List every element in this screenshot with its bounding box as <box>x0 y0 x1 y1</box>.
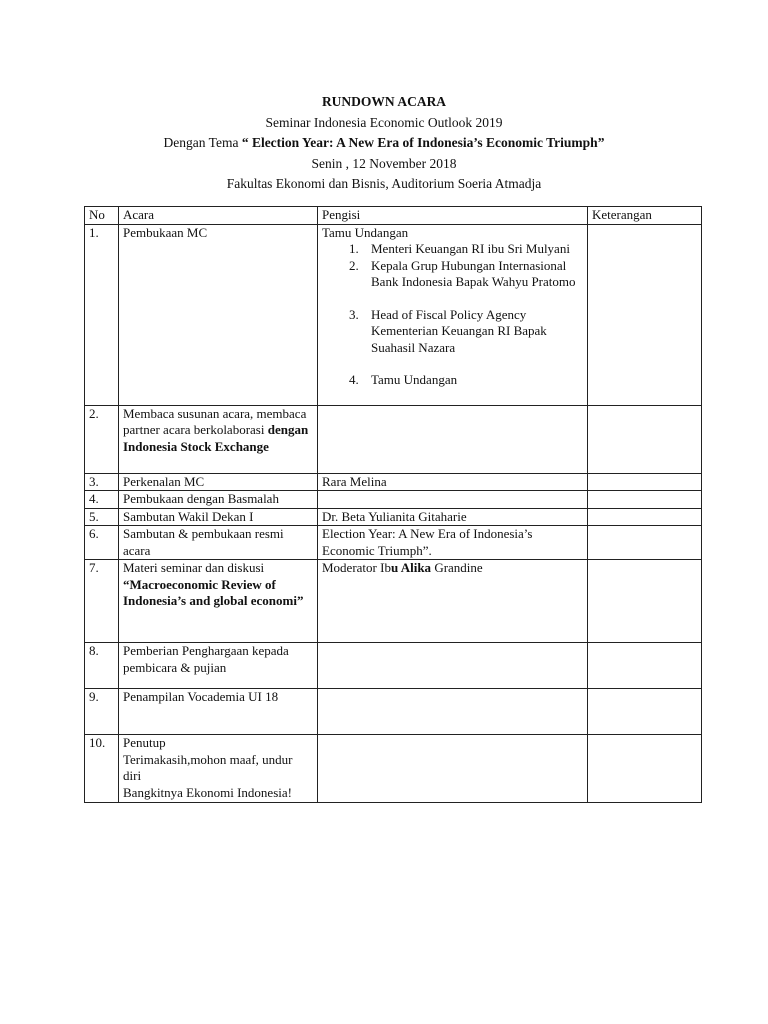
guest-list <box>322 241 583 389</box>
cell-no: 1. <box>85 224 119 405</box>
guest-list-label: Tamu Undangan <box>322 224 409 240</box>
seminar-venue: Fakultas Ekonomi dan Bisnis, Auditorium Soeria Atmadja <box>226 176 542 191</box>
cell-no: 5. <box>85 508 119 526</box>
cell-pengisi <box>318 405 588 473</box>
cell-no: 2. <box>85 405 119 473</box>
table-row <box>85 405 702 473</box>
header-pengisi: Pengisi <box>318 207 588 225</box>
cell-acara: Pemberian Penghargaan kepada pembicara & pujian <box>119 643 318 689</box>
cell-keterangan <box>588 735 702 803</box>
header-no: No <box>85 207 119 225</box>
cell-no: 4. <box>85 491 119 509</box>
list-item <box>349 372 583 389</box>
cell-acara: Perkenalan MC <box>119 473 318 491</box>
cell-keterangan <box>588 491 702 509</box>
cell-no: 9. <box>85 689 119 735</box>
list-item-number: 3. <box>349 306 359 322</box>
table-row <box>85 224 702 405</box>
list-item-number: 2. <box>349 257 359 273</box>
header-acara: Acara <box>119 207 318 225</box>
document-header <box>0 92 768 195</box>
cell-acara <box>119 405 318 473</box>
acara-text: Membaca susunan acara, membaca partner acara berkolaborasi <box>123 405 307 437</box>
table-row <box>85 735 702 803</box>
cell-pengisi <box>318 560 588 643</box>
acara-line: Terimakasih,mohon maaf, undur diri <box>123 751 293 783</box>
table-row <box>85 473 702 491</box>
cell-pengisi <box>318 689 588 735</box>
table-row <box>85 643 702 689</box>
list-item-text: Kepala Grup Hubungan Internasional Bank Indonesia Bapak Wahyu Pratomo <box>371 257 576 289</box>
cell-acara: Penampilan Vocademia UI 18 <box>119 689 318 735</box>
seminar-name: Seminar Indonesia Economic Outlook 2019 <box>265 114 503 130</box>
table-row <box>85 508 702 526</box>
cell-no: 10. <box>85 735 119 803</box>
list-item-text: Tamu Undangan <box>371 372 458 387</box>
cell-pengisi: Dr. Beta Yulianita Gitaharie <box>318 508 588 526</box>
cell-keterangan <box>588 689 702 735</box>
cell-acara: Pembukaan MC <box>119 224 318 405</box>
cell-pengisi <box>318 224 588 405</box>
table-row <box>85 526 702 560</box>
document-title: RUNDOWN ACARA <box>321 94 447 109</box>
table-row <box>85 689 702 735</box>
table-header-row <box>85 207 702 225</box>
cell-keterangan <box>588 405 702 473</box>
cell-pengisi: Rara Melina <box>318 473 588 491</box>
cell-pengisi: Election Year: A New Era of Indonesia’s Economic Triumph”. <box>318 526 588 560</box>
cell-pengisi <box>318 491 588 509</box>
cell-acara <box>119 560 318 643</box>
acara-line: Bangkitnya Ekonomi Indonesia! <box>123 784 292 800</box>
cell-pengisi <box>318 643 588 689</box>
list-item-text: Menteri Keuangan RI ibu Sri Mulyani <box>371 241 570 256</box>
moderator-name-bold: u Alika <box>390 560 432 575</box>
cell-no: 3. <box>85 473 119 491</box>
theme-prefix: Dengan Tema <box>163 135 242 150</box>
cell-keterangan <box>588 508 702 526</box>
table-row <box>85 491 702 509</box>
list-item <box>349 306 583 357</box>
cell-acara <box>119 735 318 803</box>
seminar-date: Senin , 12 November 2018 <box>311 155 457 171</box>
cell-keterangan <box>588 473 702 491</box>
cell-keterangan <box>588 560 702 643</box>
cell-acara: Sambutan & pembukaan resmi acara <box>119 526 318 560</box>
cell-keterangan <box>588 643 702 689</box>
theme-title: “ Election Year: A New Era of Indonesia’s Economic Triumph” <box>241 135 605 150</box>
acara-line: Penutup <box>123 735 166 750</box>
acara-bold-text: dengan Indonesia Stock Exchange <box>123 422 309 454</box>
acara-bold-text: “Macroeconomic Review of Indonesia’s and global economi” <box>123 576 304 608</box>
cell-no: 8. <box>85 643 119 689</box>
list-item-text: Head of Fiscal Policy Agency Kementerian Keuangan RI Bapak Suahasil Nazara <box>371 306 547 355</box>
cell-keterangan <box>588 224 702 405</box>
rundown-table <box>84 206 702 803</box>
cell-acara: Sambutan Wakil Dekan I <box>119 508 318 526</box>
moderator-prefix: Moderator Ib <box>322 560 391 575</box>
cell-acara: Pembukaan dengan Basmalah <box>119 491 318 509</box>
cell-no: 7. <box>85 560 119 643</box>
list-item <box>349 241 583 258</box>
seminar-theme <box>0 133 768 154</box>
list-item-number: 4. <box>349 372 359 387</box>
cell-no: 6. <box>85 526 119 560</box>
moderator-suffix: Grandine <box>431 560 483 575</box>
header-keterangan: Keterangan <box>588 207 702 225</box>
cell-pengisi <box>318 735 588 803</box>
cell-keterangan <box>588 526 702 560</box>
list-item-number: 1. <box>349 241 359 256</box>
acara-text: Materi seminar dan diskusi <box>123 560 265 575</box>
table-row <box>85 560 702 643</box>
list-item <box>349 257 583 291</box>
